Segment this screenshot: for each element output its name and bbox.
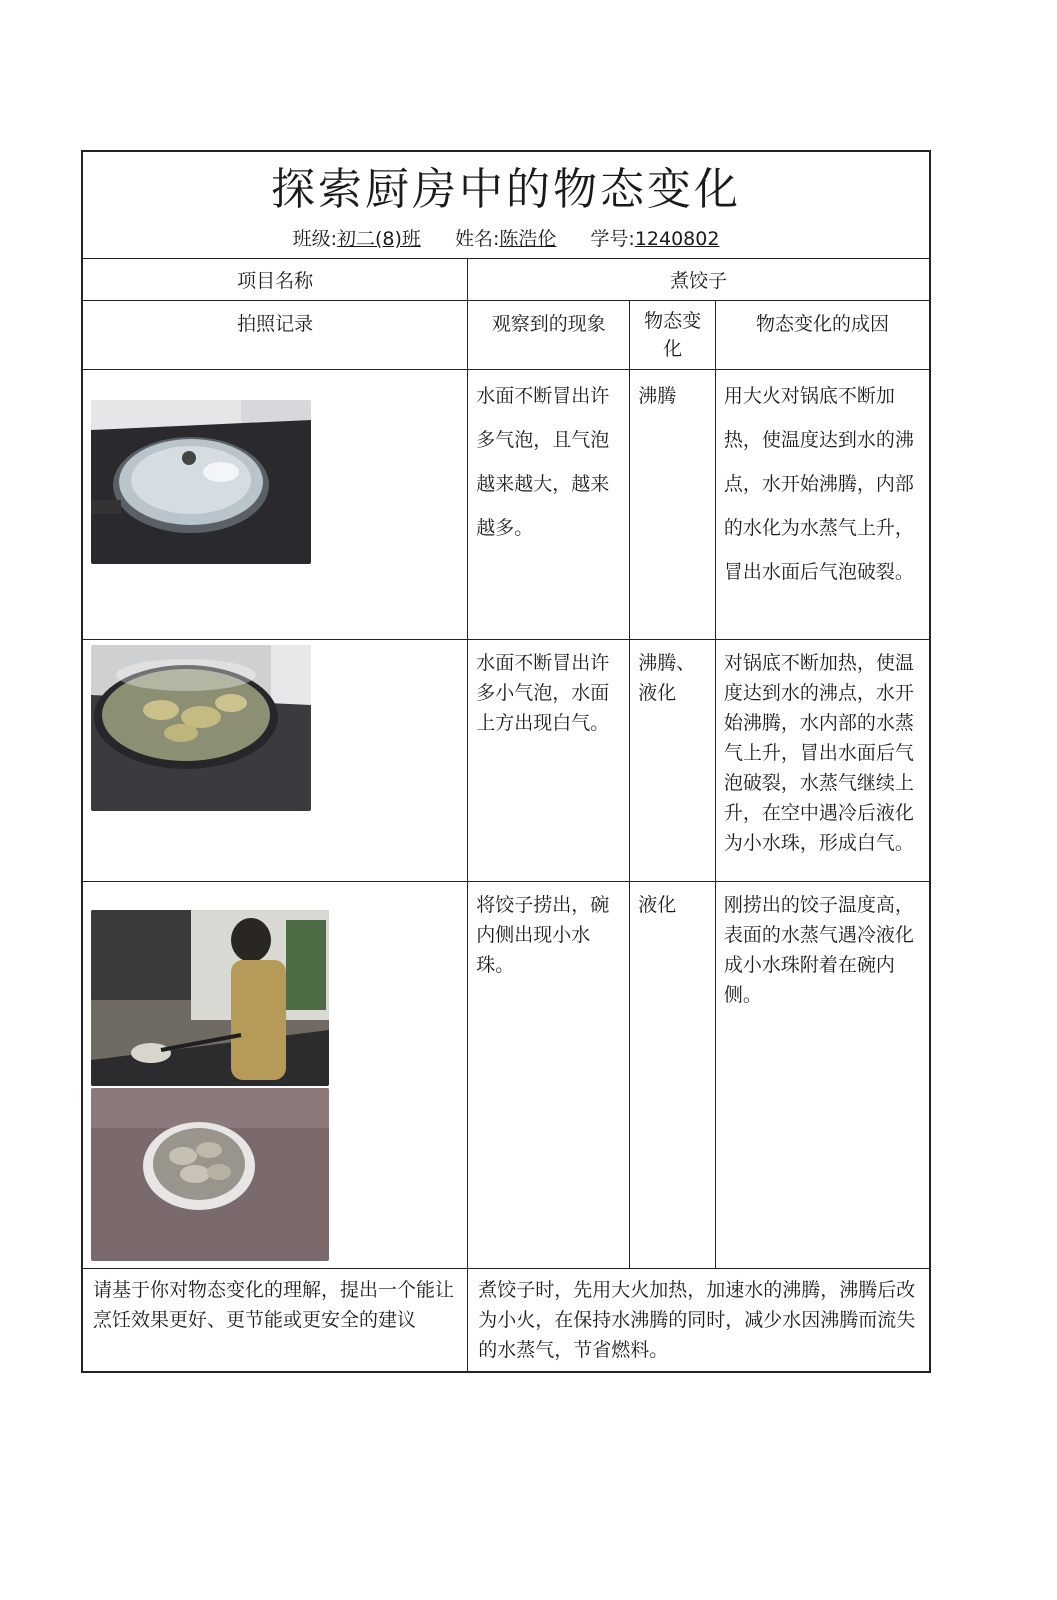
photo-cell	[83, 881, 468, 1268]
header-photo: 拍照记录	[83, 300, 468, 369]
class-label: 班级:	[292, 228, 337, 250]
project-value: 煮饺子	[468, 259, 929, 300]
student-info	[83, 224, 929, 251]
worksheet	[81, 150, 931, 1373]
suggestion-row	[83, 1268, 929, 1371]
change-cell: 沸腾	[630, 369, 716, 639]
project-row	[83, 259, 929, 300]
cause-cell: 用大火对锅底不断加热，使温度达到水的沸点，水开始沸腾，内部的水化为水蒸气上升，冒出水面后气泡破裂。	[715, 369, 929, 639]
boiling-pot-photo	[91, 400, 311, 564]
table-row	[83, 639, 929, 881]
phenomenon-cell: 水面不断冒出许多小气泡，水面上方出现白气。	[468, 639, 630, 881]
header-cause: 物态变化的成因	[715, 300, 929, 369]
header-change: 物态变化	[630, 300, 716, 369]
cause-cell: 对锅底不断加热，使温度达到水的沸点，水开始沸腾，水内部的水蒸气上升，冒出水面后气泡破裂，水蒸气继续上升，在空中遇冷后液化为小水珠，形成白气。	[715, 639, 929, 881]
suggestion-answer: 煮饺子时，先用大火加热，加速水的沸腾，沸腾后改为小火，在保持水沸腾的同时，减少水因沸腾而流失的水蒸气，节省燃料。	[468, 1268, 929, 1371]
phenomenon-cell: 将饺子捞出，碗内侧出现小水珠。	[468, 881, 630, 1268]
page-title: 探索厨房中的物态变化	[271, 164, 741, 215]
phenomenon-cell: 水面不断冒出许多气泡，且气泡越来越大，越来越多。	[468, 369, 630, 639]
table-row	[83, 881, 929, 1268]
suggestion-prompt: 请基于你对物态变化的理解，提出一个能让烹饪效果更好、更节能或更安全的建议	[83, 1268, 468, 1371]
column-header-row	[83, 300, 929, 369]
header-block	[83, 152, 929, 259]
cause-cell: 刚捞出的饺子温度高，表面的水蒸气遇冷液化成小水珠附着在碗内侧。	[715, 881, 929, 1268]
wok-dumplings-photo	[91, 645, 311, 811]
name-value: 陈浩伦	[499, 228, 557, 250]
change-cell: 液化	[630, 881, 716, 1268]
change-cell: 沸腾、液化	[630, 639, 716, 881]
class-value: 初二(8)班	[336, 228, 421, 250]
cooking-person-photo	[91, 910, 329, 1086]
project-label: 项目名称	[83, 259, 468, 300]
id-value: 1240802	[634, 228, 720, 250]
table-row	[83, 369, 929, 639]
photo-cell	[83, 639, 468, 881]
photo-cell	[83, 369, 468, 639]
dumpling-bowl-photo	[91, 1088, 329, 1261]
record-table	[83, 259, 929, 1371]
name-label: 姓名:	[454, 228, 500, 250]
id-label: 学号:	[590, 228, 635, 250]
header-phenomenon: 观察到的现象	[468, 300, 630, 369]
